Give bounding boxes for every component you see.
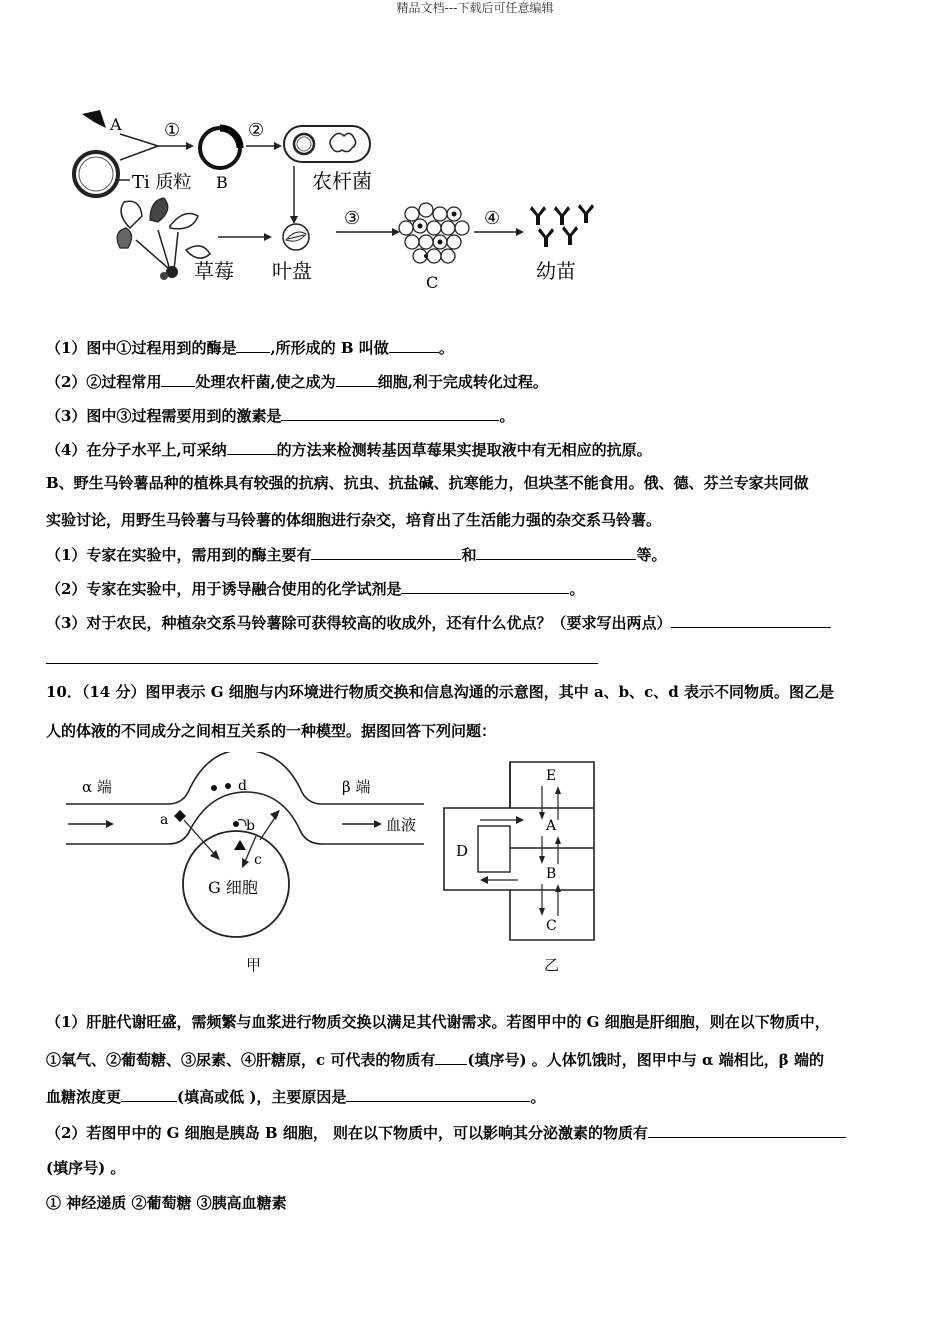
partA-q4: （4）在分子水平上,可采纳 的方法来检测转基因草莓果实提取液中有无相应的抗原。	[46, 441, 652, 459]
answer-blank[interactable]	[435, 1049, 467, 1065]
answer-blank[interactable]	[311, 544, 461, 560]
figure-yi	[440, 758, 610, 978]
answer-blank[interactable]	[346, 1086, 530, 1102]
label-d: d	[238, 778, 247, 794]
step-1-label: ①	[164, 120, 181, 141]
g-cell-label: G 细胞	[208, 878, 258, 897]
callus-cells-C	[399, 203, 469, 263]
gene-A-fragment	[82, 110, 106, 128]
label-a: a	[160, 812, 169, 828]
label-A: A	[546, 818, 557, 834]
label-c: c	[254, 852, 262, 868]
q10-q2-line1: （2）若图甲中的 G 细胞是胰岛 B 细胞， 则在以下物质中，可以影响其分泌激素的物质有	[46, 1122, 846, 1143]
answer-blank[interactable]	[389, 337, 439, 353]
label-E: E	[546, 768, 557, 784]
answer-blank[interactable]	[401, 578, 569, 594]
label-C: C	[426, 273, 439, 292]
label-D: D	[456, 842, 469, 860]
step-4-label: ④	[484, 208, 501, 229]
answer-blank[interactable]	[236, 337, 270, 353]
partA-q2: （2）②过程常用 处理农杆菌,使之成为 细胞,利于完成转化过程。	[46, 373, 548, 391]
q10-intro-line2: 人的体液的不同成分之间相互关系的一种模型。据图回答下列问题：	[46, 722, 497, 740]
answer-blank[interactable]	[336, 371, 378, 387]
transgenic-process-figure	[60, 100, 620, 300]
step-3-label: ③	[344, 208, 361, 229]
label-B: B	[216, 173, 228, 192]
partB-intro-line1: B、野生马铃薯品种的植株具有较强的抗病、抗虫、抗盐碱、抗寒能力，但块茎不能食用。俄、德、芬兰专家共同做	[46, 474, 809, 492]
figure-jia	[60, 752, 440, 982]
answer-blank[interactable]	[227, 439, 277, 455]
caption-yi: 乙	[544, 956, 560, 974]
page-header: 精品文档---下载后可任意编辑	[396, 1, 554, 15]
seedlings-drawing	[530, 204, 594, 247]
alpha-end-label: α 端	[82, 778, 112, 796]
label-B: B	[546, 866, 557, 882]
answer-blank[interactable]	[671, 612, 831, 628]
label-ti: Ti 质粒	[132, 172, 192, 193]
answer-blank[interactable]	[121, 1086, 177, 1102]
ti-plasmid-circle	[74, 152, 118, 196]
partB-q3: （3）对于农民，种植杂交系马铃薯除可获得较高的收成外，还有什么优点？（要求写出两点）	[46, 612, 831, 633]
partB-q1: （1）专家在实验中，需用到的酶主要有 和 等。	[46, 546, 667, 564]
answer-blank[interactable]	[476, 544, 636, 560]
label-C: C	[546, 918, 557, 934]
partA-q1: （1）图中①过程用到的酶是 ,所形成的 B 叫做 。	[46, 339, 454, 357]
partB-q2: （2）专家在实验中，用于诱导融合使用的化学试剂是 。	[46, 580, 585, 598]
answer-blank-long[interactable]	[46, 663, 598, 664]
label-b: b	[246, 818, 255, 834]
step-2-label: ②	[248, 120, 265, 141]
q10-q1-line2: ①氧气、②葡萄糖、③尿素、④肝糖原，c 可代表的物质有 (填序号) 。人体饥饿时，图甲中与 α 端相比，β 端的	[46, 1051, 824, 1069]
q10-q2-line2: (填序号) 。	[46, 1159, 126, 1177]
answer-blank[interactable]	[281, 405, 499, 421]
q10-intro-line1: 10．（14 分）图甲表示 G 细胞与内环境进行物质交换和信息沟通的示意图，其中 a、b、c、d 表示不同物质。图乙是	[46, 683, 835, 701]
caption-jia: 甲	[246, 956, 262, 974]
partB-intro-line2: 实验讨论，用野生马铃薯与马铃薯的体细胞进行杂交，培育出了生活能力强的杂交系马铃薯。	[46, 511, 662, 529]
label-seedling: 幼苗	[536, 259, 576, 283]
label-leafdisc: 叶盘	[272, 259, 312, 283]
answer-blank[interactable]	[648, 1122, 846, 1138]
vessel-bottom-wall	[66, 792, 424, 844]
q10-q2-options: ① 神经递质 ②葡萄糖 ③胰高血糖素	[46, 1194, 287, 1212]
label-strawberry: 草莓	[194, 259, 234, 283]
label-agrobacterium: 农杆菌	[312, 169, 372, 193]
blood-label: 血液	[386, 816, 417, 834]
q10-q1-line1: （1）肝脏代谢旺盛，需频繁与血浆进行物质交换以满足其代谢需求。若图甲中的 G 细胞是肝细胞，则在以下物质中，	[46, 1013, 830, 1031]
label-A: A	[110, 115, 122, 134]
q10-q1-line3: 血糖浓度更 (填高或低 )，主要原因是 。	[46, 1088, 546, 1106]
answer-blank[interactable]	[161, 371, 195, 387]
partA-q3: （3）图中③过程需要用到的激素是 。	[46, 407, 515, 425]
beta-end-label: β 端	[342, 778, 371, 796]
